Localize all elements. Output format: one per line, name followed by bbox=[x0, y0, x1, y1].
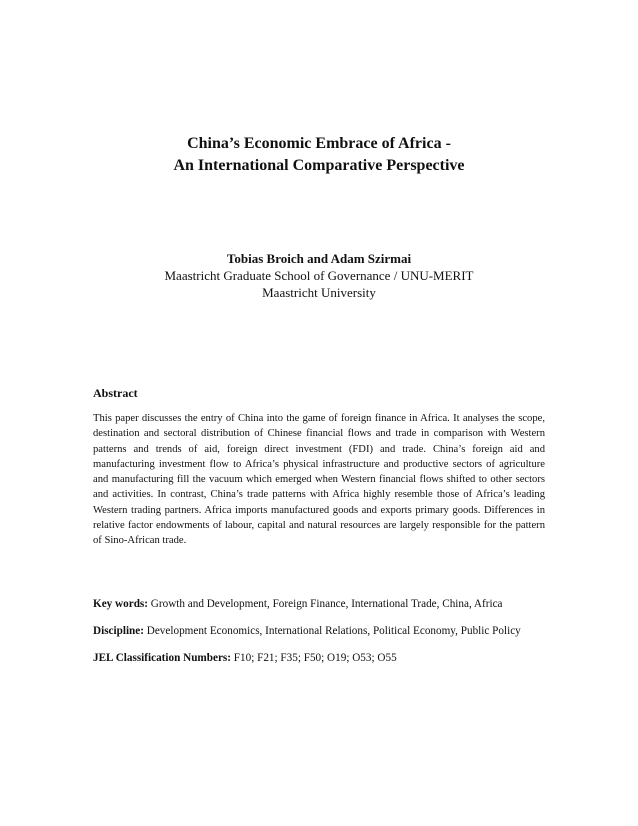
jel-line bbox=[93, 651, 563, 666]
keywords-line bbox=[93, 597, 563, 612]
discipline-line bbox=[93, 624, 563, 639]
title-line-2: An International Comparative Perspective bbox=[173, 157, 465, 174]
title-line-1: China’s Economic Embrace of Africa - bbox=[187, 135, 451, 152]
author-block bbox=[0, 250, 638, 301]
jel-value: F10; F21; F35; F50; O19; O53; O55 bbox=[233, 652, 397, 664]
keywords-value: Growth and Development, Foreign Finance, International Trade, China, Africa bbox=[150, 598, 503, 610]
authors: Tobias Broich and Adam Szirmai bbox=[226, 251, 412, 266]
keywords-label: Key words: bbox=[93, 598, 151, 610]
affiliation-line-2: Maastricht University bbox=[262, 285, 376, 300]
discipline-value: Development Economics, International Relations, Political Economy, Public Policy bbox=[146, 625, 521, 637]
paper-title bbox=[0, 133, 638, 177]
affiliation-line-1: Maastricht Graduate School of Governance / UNU-MERIT bbox=[164, 268, 474, 283]
abstract-text: This paper discusses the entry of China into the game of foreign finance in Africa. It analyses the scope, destination and sectoral distribution of Chinese financial flows and trade in comparison with Western patterns and trends of aid, foreign direct investment (FDI) and trade. China’s foreign aid and manufacturing investment flow to Africa’s physical infrastructure and productive sectors of agriculture and manufacturing fill the vacuum which emerged when Western financial flows shifted to other sectors and activities. In contrast, China’s trade patterns with Africa highly resemble those of Africa’s leading Western trading partners. Africa imports manufactured goods and exports primary goods. Differences in relative factor endowments of labour, capital and natural resources are largely responsible for the pattern of Sino-African trade. bbox=[93, 413, 545, 547]
discipline-label: Discipline: bbox=[93, 625, 147, 637]
jel-label: JEL Classification Numbers: bbox=[93, 652, 234, 664]
abstract-heading: Abstract bbox=[93, 386, 138, 400]
